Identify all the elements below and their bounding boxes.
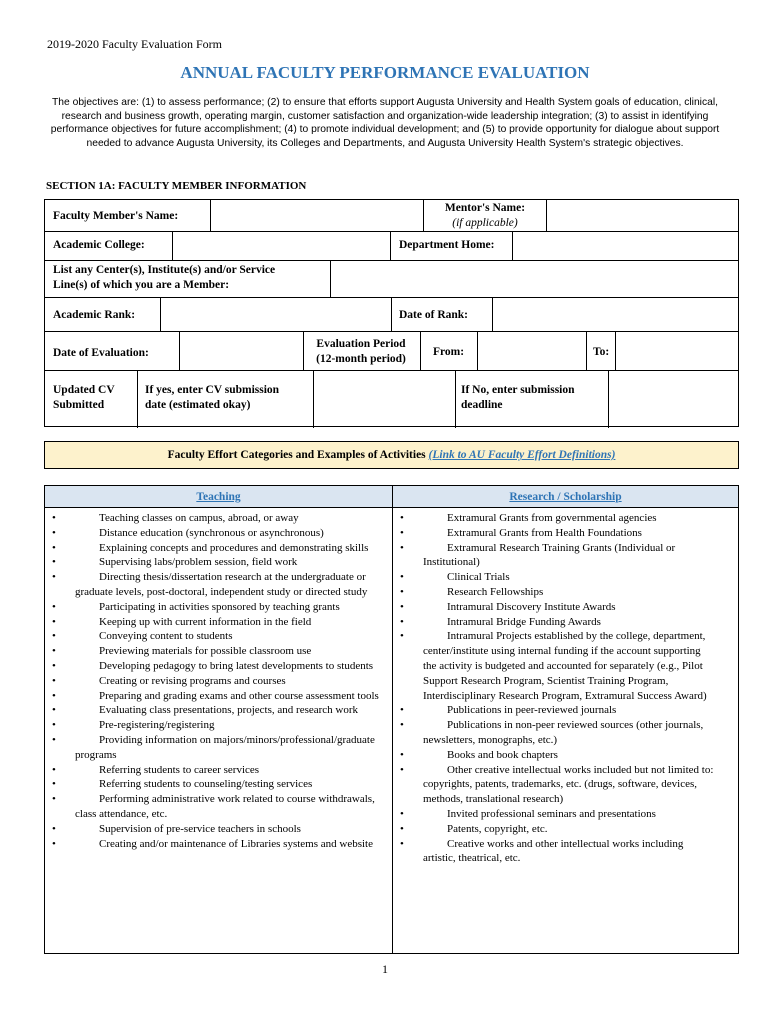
activity-list-item: • Explaining concepts and procedures and demonstrating skills xyxy=(45,541,385,556)
research-list-container xyxy=(393,511,715,866)
activity-list-item: • Referring students to counseling/testing services xyxy=(45,777,385,792)
mentor-name-label: Mentor's Name: (if applicable) xyxy=(425,201,545,231)
running-header: 2019-2020 Faculty Evaluation Form xyxy=(47,37,222,51)
updated-cv-label: Updated CV Submitted xyxy=(53,384,115,411)
activity-list-item: • Pre-registering/registering xyxy=(45,718,385,733)
academic-college-field[interactable] xyxy=(173,231,389,260)
activity-list-item: • Conveying content to students xyxy=(45,629,385,644)
centers-field[interactable] xyxy=(331,260,739,297)
to-label: To: xyxy=(593,346,610,358)
activity-list-item: • Referring students to career services xyxy=(45,763,385,778)
teaching-column-header xyxy=(45,486,392,508)
to-date-field[interactable] xyxy=(616,331,739,370)
faculty-info-table xyxy=(44,199,739,427)
activity-list-item: • Extramural Grants from Health Foundations xyxy=(393,526,715,541)
date-of-evaluation-field[interactable] xyxy=(180,331,302,370)
activity-list-item: • Patents, copyright, etc. xyxy=(393,822,715,837)
activity-list-item: • Intramural Projects established by the college, department, center/institute using internal funding if the account supporting the activity is budgeted and accounted for separately (e.g., Pilot Support Research Program, Scientist Training Program, Interdisciplinary Research Program, Extramural Success Award) xyxy=(393,629,715,703)
activity-list-item: • Publications in peer-reviewed journals xyxy=(393,703,715,718)
mentor-name-field[interactable] xyxy=(547,200,739,231)
activity-list-item: • Intramural Discovery Institute Awards xyxy=(393,600,715,615)
activity-list-item: • Supervision of pre-service teachers in schools xyxy=(45,822,385,837)
activity-list-item: • Supervising labs/problem session, field work xyxy=(45,555,385,570)
activity-list-item: • Teaching classes on campus, abroad, or away xyxy=(45,511,385,526)
from-label: From: xyxy=(433,346,465,358)
teaching-heading[interactable]: Teaching xyxy=(196,491,241,503)
from-date-field[interactable] xyxy=(478,331,585,370)
activity-list-item: • Performing administrative work related to course withdrawals, class attendance, etc. xyxy=(45,792,385,822)
activity-list-item: • Developing pedagogy to bring latest developments to students xyxy=(45,659,385,674)
activity-list-item: • Keeping up with current information in the field xyxy=(45,615,385,630)
date-of-evaluation-label: Date of Evaluation: xyxy=(53,347,149,359)
research-heading[interactable]: Research / Scholarship xyxy=(509,491,622,503)
activity-list-item: • Creating and/or maintenance of Libraries systems and website xyxy=(45,837,385,852)
objectives-paragraph: The objectives are: (1) to assess performance; (2) to ensure that efforts support Augusta University and Health System goals of education, clinical, research and business growth, operating margin, customer satisfaction and organization-wide leadership integration; (3) to assist in identifying performance objectives for future accomplishment; (4) to promote individual development; and (5) to provide opportunity for dialogue about support needed to advance Augusta University, its Colleges and Departments, and Augusta University Health System's strategic objectives. xyxy=(50,97,720,149)
research-column-header xyxy=(392,486,738,508)
activity-list-item: • Invited professional seminars and presentations xyxy=(393,807,715,822)
cv-submission-date-field[interactable] xyxy=(314,370,454,428)
effort-definitions-link[interactable]: (Link to AU Faculty Effort Definitions) xyxy=(428,449,616,461)
activity-list-item: • Publications in non-peer reviewed sources (other journals, newsletters, monographs, etc.) xyxy=(393,718,715,748)
activity-list-item: • Extramural Grants from governmental agencies xyxy=(393,511,715,526)
academic-college-label: Academic College: xyxy=(53,239,145,251)
academic-rank-label: Academic Rank: xyxy=(53,309,136,321)
section-1a-heading: SECTION 1A: FACULTY MEMBER INFORMATION xyxy=(46,180,307,192)
mentor-note: (if applicable) xyxy=(452,217,518,229)
effort-categories-banner xyxy=(44,441,739,469)
activity-list-item: • Creating or revising programs and courses xyxy=(45,674,385,689)
evaluation-period-label: Evaluation Period (12-month period) xyxy=(316,338,406,365)
cv-no-label: If No, enter submission deadline xyxy=(461,384,575,411)
activity-list-item: • Directing thesis/dissertation research at the undergraduate or graduate levels, post-doctoral, independent study or directed study xyxy=(45,570,385,600)
cv-deadline-field[interactable] xyxy=(609,370,739,428)
activities-table xyxy=(44,485,739,954)
academic-rank-field[interactable] xyxy=(161,297,390,331)
department-home-field[interactable] xyxy=(513,231,739,260)
activity-list-item: • Other creative intellectual works included but not limited to: copyrights, patents, trademarks, etc. (drugs, software, devices, methods, translational research) xyxy=(393,763,715,807)
activity-list-item: • Evaluating class presentations, projects, and research work xyxy=(45,703,385,718)
page-number: 1 xyxy=(382,962,388,976)
faculty-name-label: Faculty Member's Name: xyxy=(53,210,179,222)
page-title: ANNUAL FACULTY PERFORMANCE EVALUATION xyxy=(180,63,590,82)
research-activities-list xyxy=(393,511,715,866)
centers-label: List any Center(s), Institute(s) and/or Service Line(s) of which you are a Member: xyxy=(53,264,276,291)
date-of-rank-label: Date of Rank: xyxy=(399,309,468,321)
activity-list-item: • Preparing and grading exams and other course assessment tools xyxy=(45,689,385,704)
activity-list-item: • Extramural Research Training Grants (Individual or Institutional) xyxy=(393,541,715,571)
teaching-list-container xyxy=(45,511,385,851)
cv-yes-label: If yes, enter CV submission date (estimated okay) xyxy=(145,384,280,411)
activity-list-item: • Intramural Bridge Funding Awards xyxy=(393,615,715,630)
activity-list-item: • Books and book chapters xyxy=(393,748,715,763)
activity-list-item: • Clinical Trials xyxy=(393,570,715,585)
activity-list-item: • Research Fellowships xyxy=(393,585,715,600)
activity-list-item: • Participating in activities sponsored by teaching grants xyxy=(45,600,385,615)
activity-list-item: • Distance education (synchronous or asynchronous) xyxy=(45,526,385,541)
effort-banner-text: Faculty Effort Categories and Examples of Activities xyxy=(167,449,429,461)
teaching-activities-list xyxy=(45,511,385,851)
activity-list-item: • Providing information on majors/minors/professional/graduate programs xyxy=(45,733,385,763)
date-of-rank-field[interactable] xyxy=(493,297,739,331)
activity-list-item: • Creative works and other intellectual works including artistic, theatrical, etc. xyxy=(393,837,715,867)
faculty-name-field[interactable] xyxy=(211,200,422,231)
activity-list-item: • Previewing materials for possible classroom use xyxy=(45,644,385,659)
department-home-label: Department Home: xyxy=(399,239,495,251)
